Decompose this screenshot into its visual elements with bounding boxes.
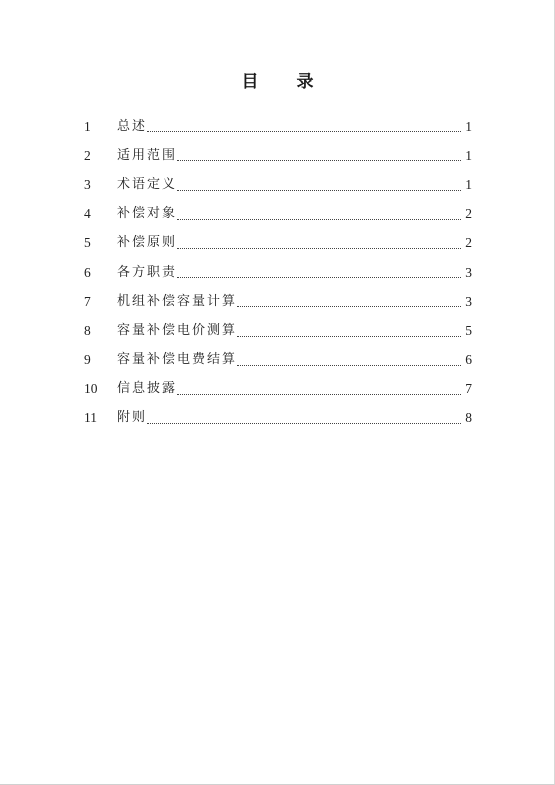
toc-dot-leader	[147, 130, 461, 132]
toc-entry-page-number: 1	[465, 147, 472, 163]
toc-entry[interactable]	[84, 112, 472, 141]
toc-dot-leader	[177, 218, 461, 220]
toc-entry-page-number: 6	[465, 352, 472, 368]
toc-dot-leader	[177, 159, 461, 161]
toc-entry-number: 4	[84, 206, 91, 222]
toc-dot-leader	[147, 422, 461, 424]
toc-entry[interactable]	[84, 316, 472, 345]
toc-entry-label: 各方职责	[117, 264, 178, 280]
toc-entry-number: 2	[84, 147, 91, 163]
toc-entry-page-number: 1	[465, 118, 472, 134]
toc-entry-label: 术语定义	[117, 176, 178, 192]
toc-entry-number: 11	[84, 410, 97, 426]
toc-entry[interactable]	[84, 229, 472, 258]
toc-dot-leader	[237, 335, 461, 337]
toc-entry-label: 适用范围	[117, 147, 178, 163]
toc-entry-label: 附则	[117, 410, 148, 426]
toc-dot-leader	[177, 189, 461, 191]
toc-entry-label: 容量补偿电价测算	[117, 322, 238, 338]
toc-entry-page-number: 8	[465, 410, 472, 426]
toc-dot-leader	[177, 393, 461, 395]
toc-entry-page-number: 5	[465, 322, 472, 338]
toc-entry-page-number: 3	[465, 293, 472, 309]
toc-entry-page-number: 3	[465, 264, 472, 280]
toc-dot-leader	[177, 247, 461, 249]
toc-entry-number: 3	[84, 176, 91, 192]
toc-entry[interactable]	[84, 404, 472, 433]
toc-entry-number: 9	[84, 352, 91, 368]
toc-entry[interactable]	[84, 287, 472, 316]
toc-entry[interactable]	[84, 170, 472, 199]
toc-entry-label: 补偿原则	[117, 235, 178, 251]
toc-entry-number: 8	[84, 322, 91, 338]
toc-entry-page-number: 2	[465, 235, 472, 251]
toc-entry-page-number: 2	[465, 206, 472, 222]
toc-entry-page-number: 1	[465, 176, 472, 192]
toc-entry-label: 信息披露	[117, 381, 178, 397]
toc-entry[interactable]	[84, 258, 472, 287]
toc-entry-label: 容量补偿电费结算	[117, 352, 238, 368]
toc-entry-label: 总述	[117, 118, 148, 134]
toc-dot-leader	[177, 276, 461, 278]
toc-entry-label: 机组补偿容量计算	[117, 293, 238, 309]
toc-entry-number: 1	[84, 118, 91, 134]
toc-entry-number: 10	[84, 381, 98, 397]
toc-entry-page-number: 7	[465, 381, 472, 397]
toc-dot-leader	[237, 364, 461, 366]
toc-dot-leader	[237, 305, 461, 307]
toc-entry-label: 补偿对象	[117, 206, 178, 222]
toc-entry-number: 6	[84, 264, 91, 280]
toc-entry[interactable]	[84, 200, 472, 229]
toc-entry[interactable]	[84, 141, 472, 170]
table-of-contents	[84, 112, 472, 433]
toc-entry[interactable]	[84, 346, 472, 375]
toc-entry[interactable]	[84, 375, 472, 404]
page-title: 目 录	[241, 72, 330, 92]
toc-entry-number: 7	[84, 293, 91, 309]
toc-entry-number: 5	[84, 235, 91, 251]
